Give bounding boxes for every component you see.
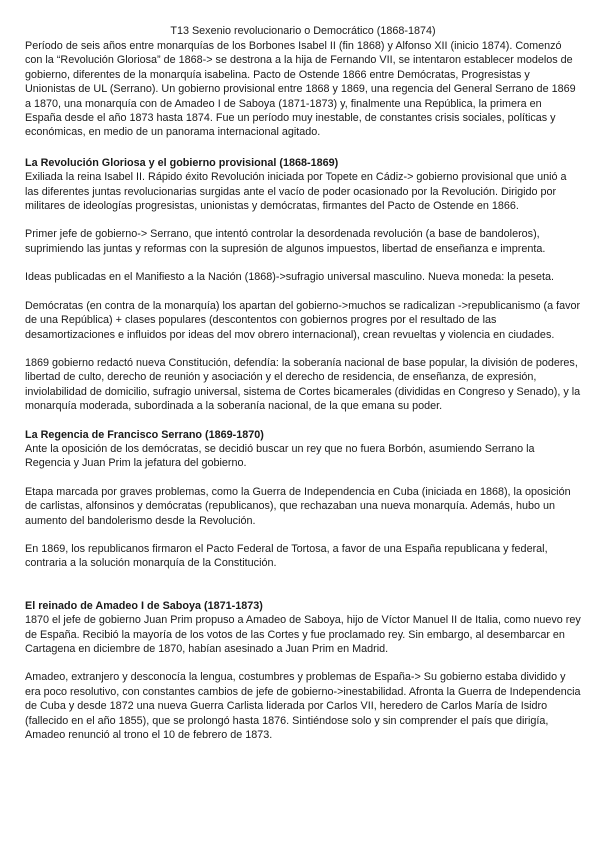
paragraph: Exiliada la reina Isabel II. Rápido éxito Revolución iniciada por Topete en Cádiz-> gobierno provisional que unió a las diferentes juntas revolucionarias surgidas ante el vacío de poder ocasionado por la Revolución. Dirigido por militares de ideologías progresistas, unionistas y demócratas, firmantes del Pacto de Ostende en 1866. [25, 171, 567, 213]
document-page [25, 24, 581, 742]
paragraph: Demócratas (en contra de la monarquía) los apartan del gobierno->muchos se radicalizan ->republicanismo (a favor de una República) + clases populares (descontentos con gobiernos progres por el resultado de las desamortizaciones e influidos por ideas del mov obrero internacional), crean revueltas y violencia en ciudades. [25, 299, 581, 341]
paragraph: Ideas publicadas en el Manifiesto a la Nación (1868)->sufragio universal masculino. Nueva moneda: la peseta. [25, 271, 555, 284]
paragraph: En 1869, los republicanos firmaron el Pacto Federal de Tortosa, a favor de una España republicana y federal, contraria a la solución monarquía de la Constitución. [25, 542, 548, 570]
intro-paragraph: Período de seis años entre monarquías de los Borbones Isabel II (fin 1868) y Alfonso XII (inicio 1874). Comenzó con la “Revolución Gloriosa” de 1868-> se destrona a la hija de Fernando VII, se intentaron establecer modelos de gobierno, diferentes de la monarquía isabelina. Pacto de Ostende 1866 entre Demócratas, Progresistas y Unionistas de UL (Serrano). Un gobierno provisional entre 1868 y 1869, una regencia del General Serrano de 1869 a 1870, una monarquía con de Amadeo I de Saboya (1871-1873) y, finalmente una República, la primera en España desde el año 1873 hasta 1874. Fue un período muy inestable, de constantes crisis sociales, políticas y económicas, en medio de un panorama internacional agitado. [25, 40, 576, 139]
section-heading-amadeo: El reinado de Amadeo I de Saboya (1871-1873) [25, 599, 263, 612]
paragraph: Primer jefe de gobierno-> Serrano, que intentó controlar la desordenada revolución (a base de bandoleros), suprimiendo las juntas y reformas con la supresión de algunos impuestos, libertad de enseñanza e imprenta. [25, 228, 546, 255]
paragraph: 1870 el jefe de gobierno Juan Prim propuso a Amadeo de Saboya, hijo de Víctor Manuel II de Italia, como nuevo rey de España. Recibió la mayoría de los votos de las Cortes y fue proclamado rey. Sin embargo, al desembarcar en Cartagena en diciembre de 1870, habían asesinado a Juan Prim en Madrid. [25, 614, 581, 655]
paragraph: Etapa marcada por graves problemas, como la Guerra de Independencia en Cuba (iniciada en 1868), la oposición de carlistas, alfonsinos y demócratas (republicanos), que rechazaban una nueva monarquía. Además, hubo un aumento del bandolerismo desde la Revolución. [25, 485, 571, 527]
document-title: T13 Sexenio revolucionario o Democrático (1868-1874) [170, 25, 436, 37]
section-heading-regencia: La Regencia de Francisco Serrano (1869-1870) [25, 428, 264, 441]
paragraph: Ante la oposición de los demócratas, se decidió buscar un rey que no fuera Borbón, asumiendo Serrano la Regencia y Juan Prim la jefatura del gobierno. [25, 442, 535, 470]
paragraph: 1869 gobierno redactó nueva Constitución, defendía: la soberanía nacional de base popular, la división de poderes, libertad de culto, derecho de reunión y asociación y el derecho de residencia, de enseñanza, de expresión, inviolabilidad de domicilio, sufragio universal, sistema de Cortes bicamerales (divididas en Congreso y Senado), y la monarquía moderada, subordinada a la soberanía nacional, de la que emana su poder. [25, 356, 581, 413]
section-heading-revolucion: La Revolución Gloriosa y el gobierno provisional (1868-1869) [25, 156, 339, 169]
paragraph: Amadeo, extranjero y desconocía la lengua, costumbres y problemas de España-> Su gobierno estaba dividido y era poco resolutivo, con constantes cambios de jefe de gobierno->inestabilidad. Afronta la Guerra de Independencia de Cuba y desde 1872 una nueva Guerra Carlista liderada por Carlos VII, heredero de Carlos María de Isidro (fallecido en el año 1855), que se prolongó hasta 1876. Sintiéndose solo y sin comprender el país que dirigía, Amadeo renunció al trono el 10 de febrero de 1873. [25, 671, 581, 742]
